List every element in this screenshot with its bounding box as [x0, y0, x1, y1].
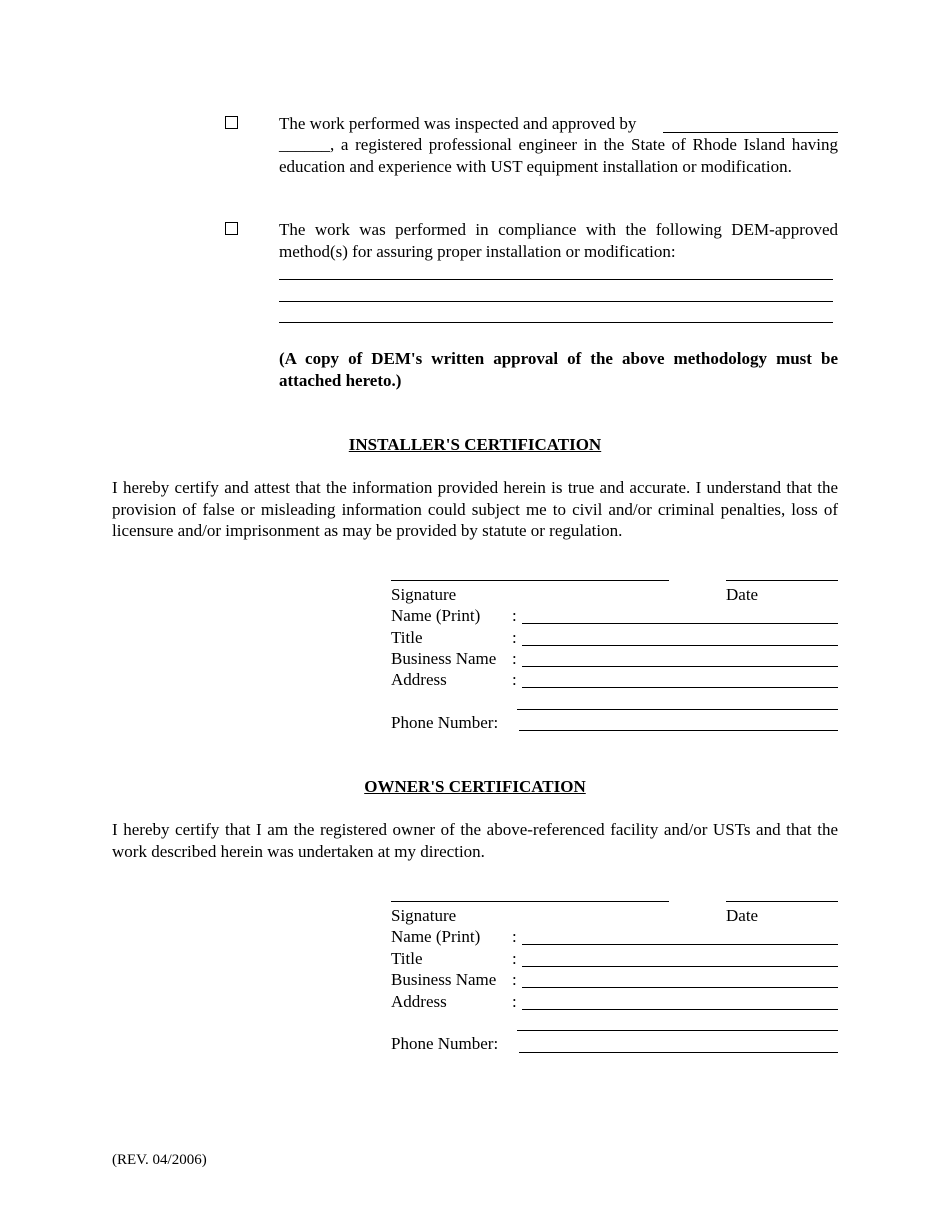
- engineer-name-line[interactable]: [663, 132, 838, 133]
- option2-text: The work was performed in compliance with the following DEM-approved method(s) for assuring proper installation or modification:: [279, 220, 838, 261]
- engineer-inspection-checkbox[interactable]: [225, 116, 238, 129]
- dem-method-checkbox[interactable]: [225, 222, 238, 235]
- revision-note: (REV. 04/2006): [112, 1152, 207, 1168]
- method-line-3[interactable]: [279, 322, 833, 323]
- installer-name-label: Name (Print): [391, 606, 481, 625]
- installer-signature-label: Signature: [391, 585, 457, 604]
- owner-title-label: Title: [391, 949, 423, 968]
- owner-name-field[interactable]: [522, 944, 838, 945]
- owner-title-colon: :: [512, 949, 517, 968]
- method-line-2[interactable]: [279, 301, 833, 302]
- owner-business-field[interactable]: [522, 987, 838, 988]
- owner-business-colon: :: [512, 970, 517, 989]
- installer-address-colon: :: [512, 670, 517, 689]
- installer-business-field[interactable]: [522, 666, 838, 667]
- installer-name-colon: :: [512, 606, 517, 625]
- owner-name-colon: :: [512, 927, 517, 946]
- installer-certification-heading: INSTALLER'S CERTIFICATION: [348, 435, 602, 454]
- owner-date-line[interactable]: [726, 901, 838, 902]
- installer-business-colon: :: [512, 649, 517, 668]
- installer-statement: I hereby certify and attest that the information provided herein is true and accurate. I understand that the provision of false or misleading information could subject me to civil and/or criminal penalties, loss of licensure and/or imprisonment as may be provided by statute or regulation.: [112, 478, 838, 540]
- owner-phone-label: Phone Number:: [391, 1034, 499, 1053]
- installer-signature-line[interactable]: [391, 580, 669, 581]
- installer-title-colon: :: [512, 628, 517, 647]
- approval-note: (A copy of DEM's written approval of the above methodology must be attached hereto.): [279, 349, 838, 390]
- installer-address-label: Address: [391, 670, 447, 689]
- installer-phone-field[interactable]: [519, 730, 838, 731]
- owner-statement: I hereby certify that I am the registered owner of the above-referenced facility and/or USTs and that the work described herein was undertaken at my direction.: [112, 820, 838, 861]
- owner-address-colon: :: [512, 992, 517, 1011]
- owner-phone-field[interactable]: [519, 1052, 838, 1053]
- owner-address-field-2[interactable]: [517, 1030, 838, 1031]
- option1-line1: The work performed was inspected and approved by: [279, 114, 637, 133]
- owner-address-field[interactable]: [522, 1009, 838, 1010]
- owner-signature-label: Signature: [391, 906, 457, 925]
- owner-date-label: Date: [726, 906, 759, 925]
- option1-continuation: ______, a registered professional engineer in the State of Rhode Island having education and experience with UST equipment installation or modification.: [279, 135, 838, 176]
- installer-name-field[interactable]: [522, 623, 838, 624]
- installer-title-label: Title: [391, 628, 423, 647]
- owner-signature-line[interactable]: [391, 901, 669, 902]
- installer-date-label: Date: [726, 585, 759, 604]
- installer-address-field[interactable]: [522, 687, 838, 688]
- installer-title-field[interactable]: [522, 645, 838, 646]
- owner-certification-heading: OWNER'S CERTIFICATION: [364, 777, 586, 796]
- installer-address-field-2[interactable]: [517, 709, 838, 710]
- owner-address-label: Address: [391, 992, 447, 1011]
- installer-phone-label: Phone Number:: [391, 713, 499, 732]
- method-line-1[interactable]: [279, 279, 833, 280]
- owner-title-field[interactable]: [522, 966, 838, 967]
- owner-business-label: Business Name: [391, 970, 497, 989]
- installer-date-line[interactable]: [726, 580, 838, 581]
- owner-name-label: Name (Print): [391, 927, 481, 946]
- installer-business-label: Business Name: [391, 649, 497, 668]
